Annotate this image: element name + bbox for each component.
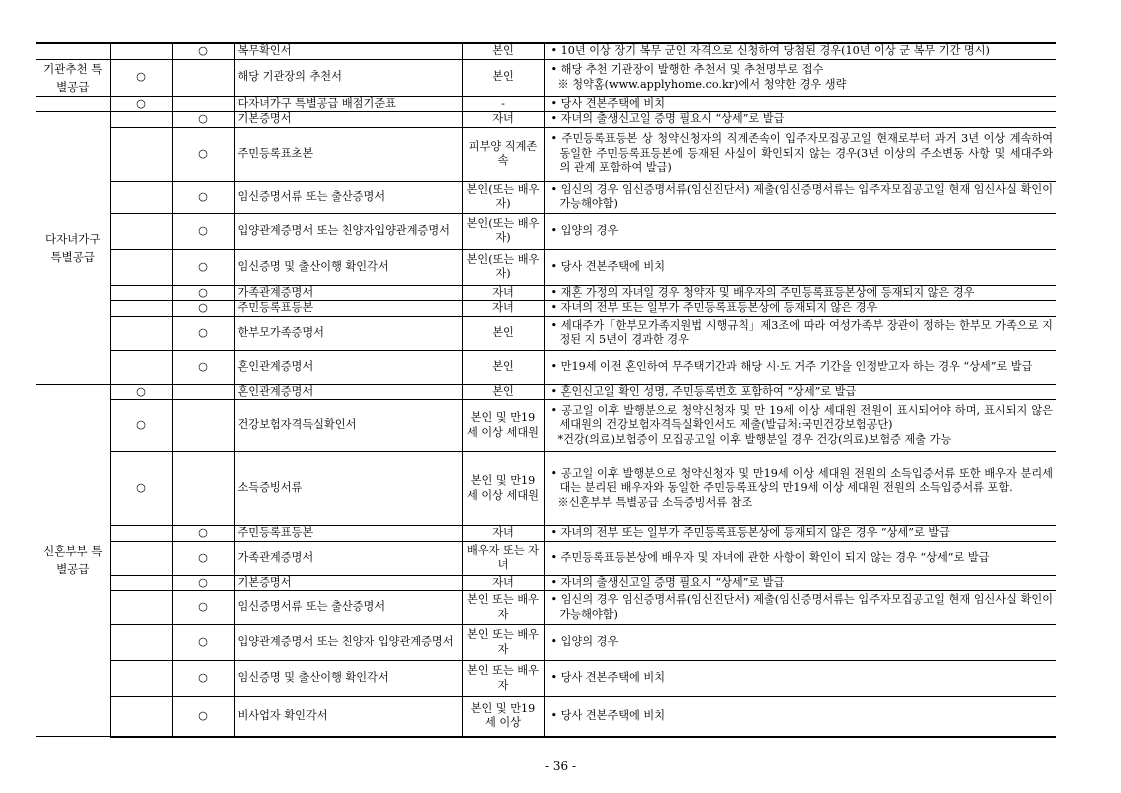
- check-mark: ○: [136, 384, 146, 398]
- conditional-cell: [172, 541, 234, 575]
- required-cell: [110, 96, 172, 112]
- note-text: ※ 청약홈(www.applyhome.co.kr)에서 청약한 경우 생략: [557, 77, 847, 91]
- submitter: 자녀: [462, 285, 544, 301]
- submitter: 본인 또는 배우자: [462, 591, 544, 625]
- document-name: 소득증빙서류: [234, 452, 462, 526]
- check-mark: ○: [198, 709, 208, 722]
- note-text: • 자녀의 전부 또는 일부가 주민등록표등본상에 등재되지 않은 경우: [550, 301, 878, 314]
- required-cell: [110, 285, 172, 301]
- check-mark: ○: [198, 671, 208, 685]
- check-mark: ○: [198, 550, 208, 564]
- submitter: 본인: [462, 59, 544, 96]
- required-cell: [110, 452, 172, 526]
- required-cell: [110, 591, 172, 625]
- note-cell: [544, 43, 1056, 59]
- required-cell: [110, 697, 172, 737]
- table-row: [36, 697, 1056, 737]
- conditional-cell: [172, 625, 234, 661]
- required-cell: [110, 625, 172, 661]
- required-cell: [110, 43, 172, 59]
- note-cell: [544, 625, 1056, 661]
- table-row: [36, 43, 1056, 59]
- submitter: 자녀: [462, 526, 544, 542]
- note-cell: [544, 96, 1056, 112]
- submitter: 자녀: [462, 575, 544, 591]
- note-text: • 당사 견본주택에 비치: [550, 96, 666, 110]
- document-name: 임신증명 및 출산이행 확인각서: [234, 661, 462, 697]
- submitter: 본인 및 만19세 이상 세대원: [462, 400, 544, 452]
- submitter: 본인 또는 배우자: [462, 625, 544, 661]
- submitter: 배우자 또는 자녀: [462, 541, 544, 575]
- required-cell: [110, 575, 172, 591]
- note-cell: [544, 181, 1056, 213]
- required-cell: [110, 213, 172, 249]
- note-cell: [544, 301, 1056, 317]
- conditional-cell: [172, 43, 234, 59]
- table-row: [36, 384, 1056, 400]
- document-name: 주민등록표등본: [234, 526, 462, 542]
- submitter: 본인 또는 배우자: [462, 661, 544, 697]
- note-text: *건강(의료)보험증이 모집공고일 이후 발행분일 경우 건강(의료)보험증 제출 가능: [557, 432, 952, 446]
- note-cell: [544, 384, 1056, 400]
- document-name: 임신증명 및 출산이행 확인각서: [234, 249, 462, 285]
- conditional-cell: [172, 316, 234, 350]
- required-cell: [110, 661, 172, 697]
- note-text: • 임신의 경우 임신증명서류(임신진단서) 제출(임신증명서류는 입주자모집공고일 현재 임신사실 확인이 가능해야함): [550, 593, 1053, 621]
- note-text: • 자녀의 출생신고일 증명 필요시 “상세”로 발급: [550, 112, 785, 125]
- conditional-cell: [172, 96, 234, 112]
- required-cell: [110, 112, 172, 128]
- conditional-cell: [172, 249, 234, 285]
- submitter: 자녀: [462, 112, 544, 128]
- check-mark: ○: [136, 418, 146, 432]
- check-mark: ○: [198, 575, 208, 589]
- note-cell: [544, 316, 1056, 350]
- document-name: 입양관계증명서 또는 친양자 입양관계증명서: [234, 625, 462, 661]
- note-text: ※신혼부부 특별공급 소득증빙서류 참조: [557, 495, 753, 509]
- conditional-cell: [172, 112, 234, 128]
- table-row: [36, 541, 1056, 575]
- note-text: • 공고일 이후 발행분으로 청약신청자 및 만19세 이상 세대원 전원의 소득입증서류 또한 배우자 분리세대는 분리된 배우자와 동일한 주민등록표상의 만19세 이상 세대원 전원의 소득입증서류 포함.: [550, 466, 1053, 495]
- check-mark: ○: [136, 70, 146, 84]
- check-mark: ○: [198, 189, 208, 203]
- document-name: 기본증명서: [234, 112, 462, 128]
- note-text: • 주민등록표등본상에 배우자 및 자녀에 관한 사항이 확인이 되지 않는 경우 “상세”로 발급: [550, 550, 990, 564]
- conditional-cell: [172, 591, 234, 625]
- conditional-cell: [172, 59, 234, 96]
- table-row: [36, 591, 1056, 625]
- note-text: • 세대주가「한부모가족지원법 시행규칙」제3조에 따라 여성가족부 장관이 정하는 한부모 가족으로 지정된 지 5년이 경과한 경우: [550, 318, 1053, 346]
- note-text: • 당사 견본주택에 비치: [550, 671, 666, 685]
- conditional-cell: [172, 575, 234, 591]
- note-text: • 당사 견본주택에 비치: [550, 259, 666, 273]
- document-name: 입양관계증명서 또는 친양자입양관계증명서: [234, 213, 462, 249]
- conditional-cell: [172, 697, 234, 737]
- check-mark: ○: [198, 359, 208, 373]
- submitter: 본인(또는 배우자): [462, 213, 544, 249]
- check-mark: ○: [198, 325, 208, 339]
- check-mark: ○: [198, 301, 208, 314]
- conditional-cell: [172, 285, 234, 301]
- document-name: 해당 기관장의 추천서: [234, 59, 462, 96]
- submitter: 본인: [462, 316, 544, 350]
- note-text: • 임신의 경우 임신증명서류(임신진단서) 제출(임신증명서류는 입주자모집공고일 현재 임신사실 확인이 가능해야함): [550, 182, 1053, 210]
- document-table: [36, 42, 1056, 738]
- note-text: • 입양의 경우: [550, 223, 619, 237]
- submitter: 본인: [462, 384, 544, 400]
- note-cell: [544, 285, 1056, 301]
- table-row: [36, 112, 1056, 128]
- check-mark: ○: [198, 600, 208, 614]
- table-row: [36, 96, 1056, 112]
- conditional-cell: [172, 181, 234, 213]
- conditional-cell: [172, 526, 234, 542]
- conditional-cell: [172, 384, 234, 400]
- table-row: [36, 59, 1056, 96]
- check-mark: ○: [198, 285, 208, 299]
- document-name: 한부모가족증명서: [234, 316, 462, 350]
- category-label: 신혼부부 특별공급: [36, 384, 110, 737]
- submitter: 자녀: [462, 301, 544, 317]
- check-mark: ○: [198, 223, 208, 237]
- document-name: 임신증명서류 또는 출산증명서: [234, 591, 462, 625]
- submitter: 본인: [462, 43, 544, 59]
- table-row: [36, 526, 1056, 542]
- document-name: 혼인관계증명서: [234, 350, 462, 384]
- note-text: • 만19세 이전 혼인하여 무주택기간과 해당 시·도 거주 기간을 인정받고자 하는 경우 “상세”로 발급: [550, 359, 1033, 373]
- required-cell: [110, 384, 172, 400]
- category-cell: [36, 96, 110, 112]
- category-label: 기관추천 특별공급: [36, 59, 110, 96]
- check-mark: ○: [198, 146, 208, 160]
- conditional-cell: [172, 127, 234, 181]
- required-cell: [110, 350, 172, 384]
- note-cell: [544, 452, 1056, 526]
- required-cell: [110, 526, 172, 542]
- note-text: • 해당 추천 기관장이 발행한 추천서 및 추천명부로 접수: [550, 63, 824, 76]
- required-cell: [110, 127, 172, 181]
- check-mark: ○: [136, 481, 146, 495]
- submitter: 피부양 직계존속: [462, 127, 544, 181]
- note-text: • 10년 이상 장기 복무 군인 자격으로 신청하여 당첨된 경우(10년 이상 군 복무 기간 명시): [550, 44, 990, 57]
- note-text: • 자녀의 출생신고일 증명 필요시 “상세”로 발급: [550, 575, 785, 589]
- note-text: • 재혼 가정의 자녀일 경우 청약자 및 배우자의 주민등록표등본상에 등재되지 않은 경우: [550, 285, 975, 299]
- required-cell: [110, 316, 172, 350]
- document-name: 주민등록표등본: [234, 301, 462, 317]
- submitter: 본인 및 만19세 이상 세대원: [462, 452, 544, 526]
- document-name: 복무확인서: [234, 43, 462, 59]
- table-row: [36, 625, 1056, 661]
- required-cell: [110, 59, 172, 96]
- document-name: 가족관계증명서: [234, 285, 462, 301]
- note-cell: [544, 591, 1056, 625]
- submitter: 본인 및 만19세 이상: [462, 697, 544, 737]
- document-name: 주민등록표초본: [234, 127, 462, 181]
- table-row: [36, 350, 1056, 384]
- table-row: [36, 213, 1056, 249]
- note-cell: [544, 661, 1056, 697]
- note-cell: [544, 127, 1056, 181]
- check-mark: ○: [198, 526, 208, 539]
- check-mark: ○: [198, 635, 208, 649]
- category-cell: [36, 43, 110, 59]
- submitter: -: [462, 96, 544, 112]
- note-cell: [544, 400, 1056, 452]
- note-cell: [544, 575, 1056, 591]
- note-cell: [544, 59, 1056, 96]
- note-cell: [544, 213, 1056, 249]
- table-row: [36, 661, 1056, 697]
- table-row: [36, 127, 1056, 181]
- note-text: • 자녀의 전부 또는 일부가 주민등록표등본상에 등재되지 않은 경우 “상세”로 발급: [550, 526, 950, 539]
- note-text: • 공고일 이후 발행분으로 청약신청자 및 만 19세 이상 세대원 전원이 표시되어야 하며, 표시되지 않은 세대원의 건강보험자격득실확인서도 제출(발급처:국민건강보험공단): [550, 403, 1053, 432]
- document-name: 건강보험자격득실확인서: [234, 400, 462, 452]
- table-row: [36, 249, 1056, 285]
- required-cell: [110, 181, 172, 213]
- submitter: 본인: [462, 350, 544, 384]
- note-text: • 주민등록표등본 상 청약신청자의 직계존속이 입주자모집공고일 현재로부터 과거 3년 이상 계속하여 동일한 주민등록표등본에 등재된 사실이 확인되지 않는 경우(3년 이상의 주소변동 사항 및 세대주와의 관계 포함하여 발급): [550, 132, 1053, 175]
- page-number: - 36 -: [544, 759, 576, 773]
- table-row: [36, 575, 1056, 591]
- table-row: [36, 301, 1056, 317]
- conditional-cell: [172, 452, 234, 526]
- note-text: • 당사 견본주택에 비치: [550, 709, 666, 722]
- category-label: 다자녀가구 특별공급: [36, 112, 110, 385]
- required-cell: [110, 400, 172, 452]
- conditional-cell: [172, 213, 234, 249]
- note-cell: [544, 526, 1056, 542]
- conditional-cell: [172, 350, 234, 384]
- table-row: [36, 452, 1056, 526]
- note-cell: [544, 350, 1056, 384]
- conditional-cell: [172, 661, 234, 697]
- required-cell: [110, 249, 172, 285]
- note-cell: [544, 249, 1056, 285]
- note-cell: [544, 697, 1056, 737]
- table-row: [36, 285, 1056, 301]
- document-name: 가족관계증명서: [234, 541, 462, 575]
- check-mark: ○: [136, 96, 146, 110]
- document-name: 기본증명서: [234, 575, 462, 591]
- table-row: [36, 316, 1056, 350]
- check-mark: ○: [198, 259, 208, 273]
- check-mark: ○: [198, 44, 208, 57]
- note-cell: [544, 112, 1056, 128]
- document-name: 다자녀가구 특별공급 배점기준표: [234, 96, 462, 112]
- document-name: 혼인관계증명서: [234, 384, 462, 400]
- required-cell: [110, 301, 172, 317]
- document-name: 비사업자 확인각서: [234, 697, 462, 737]
- note-cell: [544, 541, 1056, 575]
- required-cell: [110, 541, 172, 575]
- conditional-cell: [172, 301, 234, 317]
- check-mark: ○: [198, 112, 208, 125]
- note-text: • 입양의 경우: [550, 635, 619, 649]
- conditional-cell: [172, 400, 234, 452]
- table-row: [36, 400, 1056, 452]
- submitter: 본인(또는 배우자): [462, 181, 544, 213]
- note-text: • 혼인신고일 확인 성명, 주민등록번호 포함하여 “상세”로 발급: [550, 384, 857, 398]
- document-name: 임신증명서류 또는 출산증명서: [234, 181, 462, 213]
- submitter: 본인(또는 배우자): [462, 249, 544, 285]
- table-row: [36, 181, 1056, 213]
